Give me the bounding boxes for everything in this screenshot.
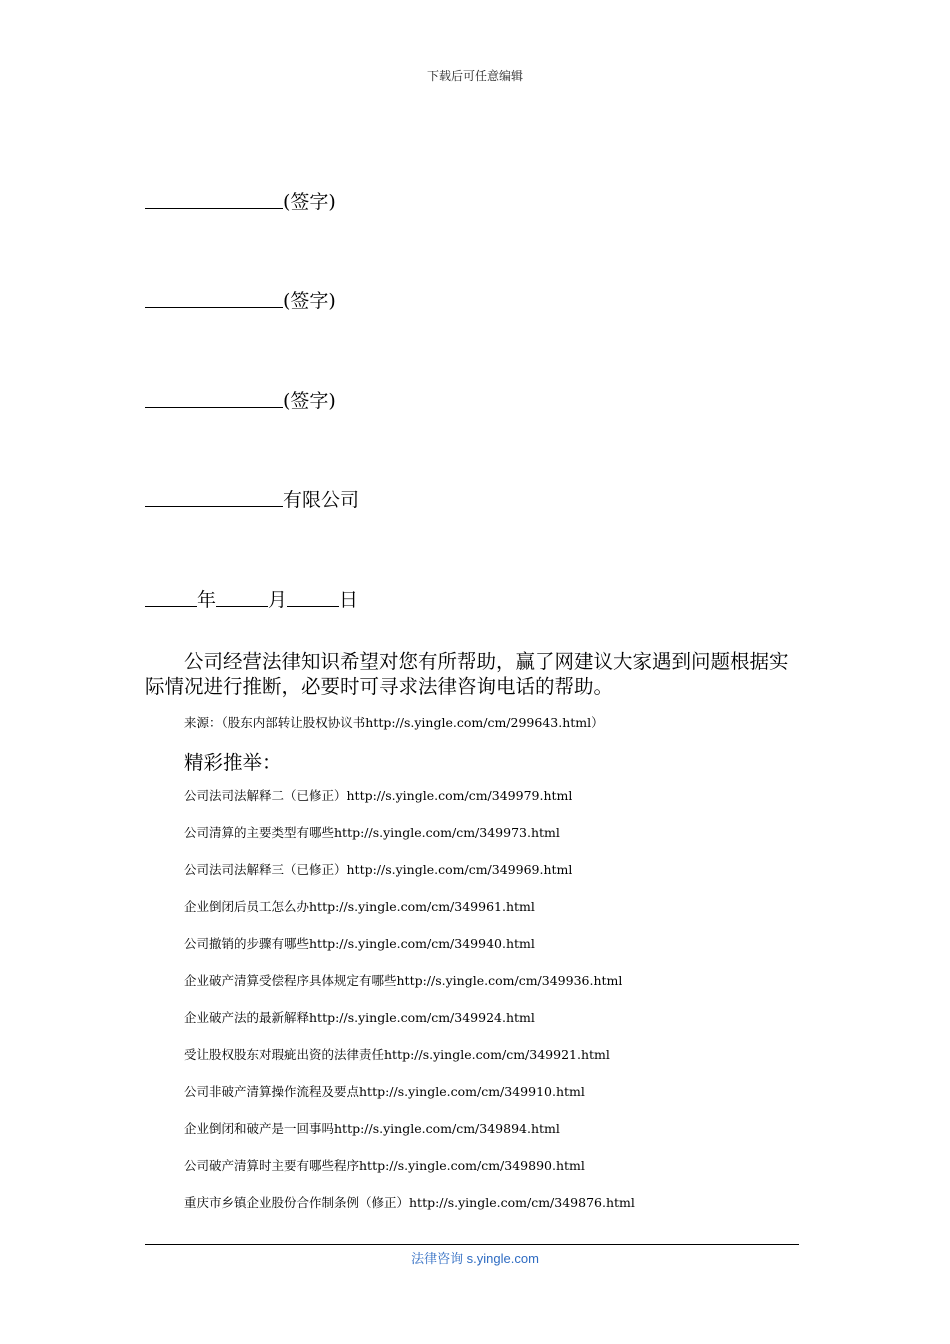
list-item <box>184 1008 635 1045</box>
list-item <box>184 1082 635 1119</box>
signature-blank <box>145 288 283 308</box>
recommend-link[interactable]: 公司撤销的步骤有哪些http://s.yingle.com/cm/349940.html <box>184 936 535 951</box>
date-line <box>145 587 358 610</box>
signature-label: (签字) <box>283 390 336 412</box>
footer-divider <box>145 1244 799 1245</box>
list-item <box>184 971 635 1008</box>
recommend-link[interactable]: 公司法司法解释二（已修正）http://s.yingle.com/cm/349979.html <box>184 788 573 803</box>
company-line <box>145 487 359 510</box>
page-footer <box>0 1248 950 1267</box>
recommend-link[interactable]: 公司法司法解释三（已修正）http://s.yingle.com/cm/349969.html <box>184 862 573 877</box>
recommend-link[interactable]: 企业倒闭和破产是一回事吗http://s.yingle.com/cm/349894.html <box>184 1121 560 1136</box>
recommend-list <box>184 786 635 1230</box>
footer-link[interactable]: 法律咨询 s.yingle.com <box>411 1251 539 1266</box>
list-item <box>184 897 635 934</box>
month-label: 月 <box>268 589 288 611</box>
list-item <box>184 786 635 823</box>
list-item <box>184 1119 635 1156</box>
signature-blank <box>145 388 283 408</box>
recommend-title: 精彩推举： <box>184 751 282 774</box>
day-label: 日 <box>339 589 359 611</box>
company-label: 有限公司 <box>283 489 360 511</box>
signature-line-1 <box>145 189 336 212</box>
signature-blank <box>145 189 283 209</box>
body-paragraph: 公司经营法律知识希望对您有所帮助，赢了网建议大家遇到问题根据实际情况进行推断，必要时可寻求法律咨询电话的帮助。 <box>145 650 789 698</box>
year-blank <box>145 587 197 607</box>
month-blank <box>216 587 268 607</box>
recommend-link[interactable]: 企业破产法的最新解释http://s.yingle.com/cm/349924.html <box>184 1010 535 1025</box>
source-line[interactable]: 来源：（股东内部转让股权协议书http://s.yingle.com/cm/299643.html） <box>184 715 604 730</box>
year-label: 年 <box>197 589 217 611</box>
list-item <box>184 860 635 897</box>
body-paragraph-block <box>145 649 805 699</box>
recommend-link[interactable]: 公司清算的主要类型有哪些http://s.yingle.com/cm/349973.html <box>184 825 560 840</box>
signature-line-2 <box>145 288 336 311</box>
list-item <box>184 1193 635 1230</box>
company-blank <box>145 487 283 507</box>
recommend-link[interactable]: 重庆市乡镇企业股份合作制条例（修正）http://s.yingle.com/cm/349876.html <box>184 1195 635 1210</box>
signature-label: (签字) <box>283 290 336 312</box>
day-blank <box>287 587 339 607</box>
recommend-link[interactable]: 受让股权股东对瑕疵出资的法律责任http://s.yingle.com/cm/349921.html <box>184 1047 610 1062</box>
recommend-link[interactable]: 公司破产清算时主要有哪些程序http://s.yingle.com/cm/349890.html <box>184 1158 585 1173</box>
page-header: 下载后可任意编辑 <box>426 69 523 83</box>
list-item <box>184 1156 635 1193</box>
list-item <box>184 1045 635 1082</box>
list-item <box>184 823 635 860</box>
signature-label: (签字) <box>283 191 336 213</box>
signature-line-3 <box>145 388 336 411</box>
recommend-link[interactable]: 企业破产清算受偿程序具体规定有哪些http://s.yingle.com/cm/349936.html <box>184 973 623 988</box>
recommend-link[interactable]: 企业倒闭后员工怎么办http://s.yingle.com/cm/349961.html <box>184 899 535 914</box>
recommend-link[interactable]: 公司非破产清算操作流程及要点http://s.yingle.com/cm/349910.html <box>184 1084 585 1099</box>
list-item <box>184 934 635 971</box>
